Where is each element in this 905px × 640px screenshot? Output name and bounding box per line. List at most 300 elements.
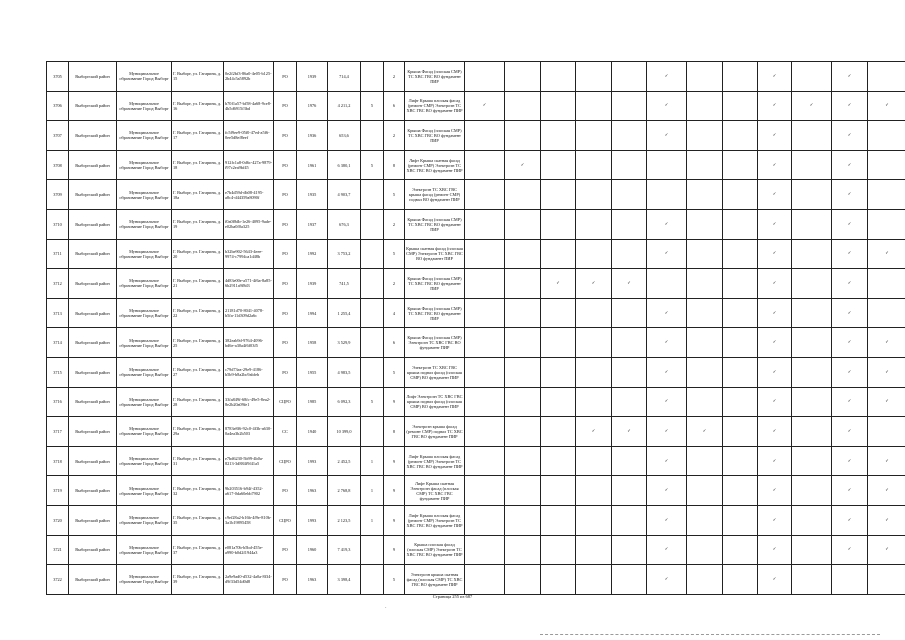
empty-cell	[647, 269, 687, 299]
cell-works: Лифт Крыша плоская фасад (ремонт СМР) Электроэн ТС ХВС ГВС ВО фундамент ПИР	[405, 446, 465, 476]
cell-material: СС	[274, 417, 297, 447]
cell-district: Выборгский район	[69, 357, 117, 387]
check-mark-icon: ✓	[868, 535, 905, 565]
empty-cell	[465, 387, 505, 417]
empty-cell	[612, 387, 647, 417]
cell-entrances: 2	[384, 121, 405, 151]
empty-cell	[723, 387, 758, 417]
empty-cell	[541, 476, 576, 506]
check-mark-icon: ✓	[758, 535, 792, 565]
cell-works: Крыша Фасад (плоская СМР) ТС ХВС ГВС ВО фундамент ПИР	[405, 269, 465, 299]
empty-cell	[541, 62, 576, 92]
empty-cell	[505, 476, 541, 506]
empty-cell	[505, 269, 541, 299]
cell-material: РО	[274, 565, 297, 595]
cell-num: 3716	[47, 387, 69, 417]
cell-entrances: 8	[384, 417, 405, 447]
cell-address: Г. Выборг, ул. Гагарина, д. 37	[172, 535, 224, 565]
cell-year: 1958	[297, 328, 328, 358]
cell-municipality: Муниципальное образование Город Выборг	[117, 91, 172, 121]
check-mark-icon: ✓	[541, 269, 576, 299]
cell-works: Электроэн ТС ХВС ГВС крыша фасад (ремонт СМР) подвал ВО фундамент ПИР	[405, 180, 465, 210]
cell-entrances: 9	[384, 505, 405, 535]
cell-num: 3706	[47, 91, 69, 121]
cell-num: 3717	[47, 417, 69, 447]
cell-district: Выборгский район	[69, 417, 117, 447]
empty-cell	[868, 417, 905, 447]
cell-year: 1993	[297, 446, 328, 476]
cell-entrances: 2	[384, 62, 405, 92]
empty-cell	[576, 328, 612, 358]
table-row	[47, 446, 905, 476]
check-mark-icon: ✓	[758, 269, 792, 299]
cell-floors: 5	[361, 91, 384, 121]
empty-cell	[687, 387, 723, 417]
cell-year: 1935	[297, 180, 328, 210]
check-mark-icon: ✓	[647, 239, 687, 269]
empty-cell	[576, 239, 612, 269]
cell-floors	[361, 298, 384, 328]
empty-cell	[612, 565, 647, 595]
cell-floors: 1	[361, 476, 384, 506]
empty-cell	[505, 209, 541, 239]
empty-cell	[465, 150, 505, 180]
empty-cell	[612, 121, 647, 151]
table-row	[47, 209, 905, 239]
cell-municipality: Муниципальное образование Город Выборг	[117, 535, 172, 565]
cell-works: Лифт Электроэн ТС ХВС ГВС крыша подвал фасад (плоская СМР) ВО фундамент ПИР	[405, 387, 465, 417]
check-mark-icon: ✓	[758, 505, 792, 535]
empty-cell	[505, 180, 541, 210]
cell-works: Крыша Фасад (плоская СМР) ТС ХВС ГВС ВО фундамент ПИР	[405, 121, 465, 151]
check-mark-icon: ✓	[832, 180, 868, 210]
empty-cell	[687, 62, 723, 92]
table-row	[47, 91, 905, 121]
empty-cell	[792, 298, 832, 328]
cell-material: РО	[274, 150, 297, 180]
cell-works: Крыша скатная фасад (плоская СМР) Электроэн ТС ХВС ГВС ВО фундамент ПИР	[405, 239, 465, 269]
empty-cell	[541, 328, 576, 358]
cell-district: Выборгский район	[69, 328, 117, 358]
cell-floors: 5	[361, 387, 384, 417]
check-mark-icon: ✓	[832, 62, 868, 92]
check-mark-icon: ✓	[647, 62, 687, 92]
empty-cell	[612, 328, 647, 358]
cell-floors	[361, 269, 384, 299]
cell-address: Г. Выборг, ул. Гагарина, д. 31	[172, 446, 224, 476]
cell-address: Г. Выборг, ул. Гагарина, д. 29а	[172, 417, 224, 447]
table-row	[47, 476, 905, 506]
stray-mark: ·	[385, 606, 387, 611]
cell-num: 3710	[47, 209, 69, 239]
empty-cell	[612, 298, 647, 328]
empty-cell	[612, 535, 647, 565]
empty-cell	[541, 121, 576, 151]
cell-works: Крыша Фасад (плоская СМР) ТС ХВС ГВС ВО фундамент ПИР	[405, 298, 465, 328]
cell-num: 3708	[47, 150, 69, 180]
empty-cell	[505, 298, 541, 328]
cell-code: c9ef28a2-b16b-4f9e-810b-3a1b19895458	[224, 505, 274, 535]
empty-cell	[576, 209, 612, 239]
cell-year: 1994	[297, 298, 328, 328]
cell-year: 1939	[297, 269, 328, 299]
cell-entrances: 9	[384, 535, 405, 565]
check-mark-icon: ✓	[832, 535, 868, 565]
check-mark-icon: ✓	[868, 91, 905, 121]
empty-cell	[541, 91, 576, 121]
cell-code: 0e2f2bf3-86a0-4e05-b125-2b44c5a5892b	[224, 62, 274, 92]
empty-cell	[792, 180, 832, 210]
cell-code: 912fc1a8-0d6c-427a-9879-f97c2ea9bf45	[224, 150, 274, 180]
empty-cell	[647, 150, 687, 180]
empty-cell	[612, 62, 647, 92]
cell-material: СЦРО	[274, 446, 297, 476]
check-mark-icon: ✓	[647, 298, 687, 328]
cell-code: c79d73ea-29e9-4186-b5b9-b8a2bc9abfeb	[224, 357, 274, 387]
check-mark-icon: ✓	[758, 91, 792, 121]
cell-floors	[361, 121, 384, 151]
cell-district: Выборгский район	[69, 91, 117, 121]
empty-cell	[465, 357, 505, 387]
cell-entrances: 5	[384, 565, 405, 595]
empty-cell	[505, 357, 541, 387]
table-row	[47, 387, 905, 417]
empty-cell	[541, 357, 576, 387]
check-mark-icon: ✓	[758, 328, 792, 358]
cell-district: Выборгский район	[69, 269, 117, 299]
cell-year: 1976	[297, 91, 328, 121]
cell-num: 3709	[47, 180, 69, 210]
empty-cell	[792, 209, 832, 239]
cell-address: Г. Выборг, ул. Гагарина, д. 21	[172, 269, 224, 299]
cell-floors	[361, 417, 384, 447]
empty-cell	[541, 387, 576, 417]
empty-cell	[576, 150, 612, 180]
empty-cell	[576, 446, 612, 476]
empty-cell	[687, 180, 723, 210]
check-mark-icon: ✓	[576, 269, 612, 299]
cell-year: 1961	[297, 150, 328, 180]
empty-cell	[612, 476, 647, 506]
check-mark-icon: ✓	[758, 180, 792, 210]
check-mark-icon: ✓	[687, 417, 723, 447]
empty-cell	[723, 505, 758, 535]
empty-cell	[612, 150, 647, 180]
cell-entrances: 5	[384, 239, 405, 269]
check-mark-icon: ✓	[758, 446, 792, 476]
check-mark-icon: ✓	[647, 328, 687, 358]
register-sheet	[46, 61, 889, 595]
table-row	[47, 535, 905, 565]
cell-works: Электроэн крыша скатная фасад (плоская СМР) ТС ХВС ГВС ВО фундамент ПИР	[405, 565, 465, 595]
cell-works: Лифт Крыша плоская фасад (ремонт СМР) Электроэн ТС ХВС ГВС ВО фундамент ПИР	[405, 91, 465, 121]
empty-cell	[465, 298, 505, 328]
cell-district: Выборгский район	[69, 387, 117, 417]
cell-code: 4d83e00e-a571-4f6a-8a85-6b2911a9f8d3	[224, 269, 274, 299]
cell-material: РО	[274, 209, 297, 239]
cell-entrances: 9	[384, 476, 405, 506]
empty-cell	[465, 476, 505, 506]
empty-cell	[792, 62, 832, 92]
empty-cell	[576, 62, 612, 92]
check-mark-icon: ✓	[868, 239, 905, 269]
cell-num: 3719	[47, 476, 69, 506]
cell-code: b32be902-5643-4eee-9974-c7994ca1d48b	[224, 239, 274, 269]
cell-material: РО	[274, 357, 297, 387]
empty-cell	[505, 535, 541, 565]
empty-cell	[687, 565, 723, 595]
check-mark-icon: ✓	[758, 417, 792, 447]
cell-area: 10 399,0	[328, 417, 361, 447]
check-mark-icon: ✓	[832, 505, 868, 535]
empty-cell	[792, 505, 832, 535]
empty-cell	[723, 269, 758, 299]
cell-material: РО	[274, 91, 297, 121]
cell-area: 4 903,7	[328, 180, 361, 210]
cell-entrances: 9	[384, 446, 405, 476]
empty-cell	[505, 565, 541, 595]
cell-district: Выборгский район	[69, 505, 117, 535]
check-mark-icon: ✓	[832, 121, 868, 151]
empty-cell	[505, 91, 541, 121]
cell-address: Г. Выборг, ул. Гагарина, д. 20	[172, 239, 224, 269]
check-mark-icon: ✓	[832, 476, 868, 506]
cell-year: 1993	[297, 505, 328, 535]
cell-year: 1940	[297, 417, 328, 447]
cell-material: РО	[274, 239, 297, 269]
check-mark-icon: ✓	[868, 357, 905, 387]
cell-material: РО	[274, 62, 297, 92]
cell-municipality: Муниципальное образование Город Выборг	[117, 62, 172, 92]
empty-cell	[576, 476, 612, 506]
empty-cell	[792, 269, 832, 299]
cell-code: 2a9e9ad0-d532-4a0a-8f34-d9f33d54d0d8	[224, 565, 274, 595]
cell-floors	[361, 180, 384, 210]
cell-address: Г. Выборг, ул. Гагарина, д. 25	[172, 328, 224, 358]
cell-year: 1939	[297, 62, 328, 92]
cell-address: Г. Выборг, ул. Гагарина, д. 22	[172, 298, 224, 328]
empty-cell	[612, 357, 647, 387]
cell-district: Выборгский район	[69, 121, 117, 151]
cell-num: 3714	[47, 328, 69, 358]
cell-code: fc5f9ee9-05f0-47ed-a5f6-0ee5d8ef8eef	[224, 121, 274, 151]
empty-cell	[647, 180, 687, 210]
cell-entrances: 5	[384, 357, 405, 387]
cell-municipality: Муниципальное образование Город Выборг	[117, 565, 172, 595]
cell-year: 1937	[297, 209, 328, 239]
check-mark-icon: ✓	[758, 150, 792, 180]
cell-floors: 1	[361, 505, 384, 535]
check-mark-icon: ✓	[868, 446, 905, 476]
empty-cell	[868, 209, 905, 239]
cell-year: 1960	[297, 535, 328, 565]
check-mark-icon: ✓	[647, 417, 687, 447]
empty-cell	[723, 209, 758, 239]
empty-cell	[465, 535, 505, 565]
cell-code: 33fa849f-68fc-49e5-8ea2-8e2b20a09fe1	[224, 387, 274, 417]
cell-floors	[361, 239, 384, 269]
cell-num: 3720	[47, 505, 69, 535]
table-row	[47, 121, 905, 151]
cell-num: 3722	[47, 565, 69, 595]
cell-district: Выборгский район	[69, 565, 117, 595]
cell-works: Крыша Фасад (плоская СМР) Электроэн ТС ХВС ГВС ВО фундамент ПИР	[405, 328, 465, 358]
cell-district: Выборгский район	[69, 476, 117, 506]
cell-material: СЦРО	[274, 505, 297, 535]
cell-num: 3713	[47, 298, 69, 328]
cell-area: 2 768,8	[328, 476, 361, 506]
empty-cell	[465, 121, 505, 151]
table-row	[47, 417, 905, 447]
empty-cell	[792, 239, 832, 269]
cell-code: e081a70b-b5bd-455e-a990-b0d2f1944a3	[224, 535, 274, 565]
empty-cell	[723, 565, 758, 595]
cell-year: 1985	[297, 387, 328, 417]
page-footer: Страница 255 из 687	[432, 594, 473, 599]
cell-area: 3 529,9	[328, 328, 361, 358]
check-mark-icon: ✓	[612, 269, 647, 299]
cell-material: РО	[274, 121, 297, 151]
empty-cell	[541, 505, 576, 535]
cell-works: Лифт Крыша плоская фасад (ремонт СМР) Электроэн ТС ХВС ГВС ВО фундамент ПИР	[405, 505, 465, 535]
cell-area: 6 380,1	[328, 150, 361, 180]
check-mark-icon: ✓	[647, 121, 687, 151]
empty-cell	[505, 62, 541, 92]
cell-municipality: Муниципальное образование Город Выборг	[117, 357, 172, 387]
cell-works: Крыша Фасад (плоская СМР) ТС ХВС ГВС ВО фундамент ПИР	[405, 62, 465, 92]
check-mark-icon: ✓	[868, 328, 905, 358]
cell-code: 8783e8f6-92c0-4f3b-a630-0a4ea3b2b503	[224, 417, 274, 447]
check-mark-icon: ✓	[758, 476, 792, 506]
cell-municipality: Муниципальное образование Город Выборг	[117, 446, 172, 476]
empty-cell	[687, 91, 723, 121]
cell-district: Выборгский район	[69, 535, 117, 565]
cell-entrances: 9	[384, 387, 405, 417]
cell-code: b70f1a57-bf58-4a68-9ce8-4b5d6915f3bd	[224, 91, 274, 121]
check-mark-icon: ✓	[647, 505, 687, 535]
cell-municipality: Муниципальное образование Город Выборг	[117, 387, 172, 417]
check-mark-icon: ✓	[758, 239, 792, 269]
cell-code: 382eab9d-9764-4096-bd6e-a30a4f6f03f5	[224, 328, 274, 358]
cell-area: 2 123,5	[328, 505, 361, 535]
cell-municipality: Муниципальное образование Город Выборг	[117, 209, 172, 239]
empty-cell	[792, 565, 832, 595]
cell-entrances: 2	[384, 269, 405, 299]
empty-cell	[505, 446, 541, 476]
table-row	[47, 269, 905, 299]
cell-material: РО	[274, 298, 297, 328]
check-mark-icon: ✓	[832, 298, 868, 328]
cell-num: 3721	[47, 535, 69, 565]
cell-area: 7 419,3	[328, 535, 361, 565]
cell-entrances: 4	[384, 298, 405, 328]
check-mark-icon: ✓	[758, 565, 792, 595]
check-mark-icon: ✓	[758, 387, 792, 417]
empty-cell	[576, 180, 612, 210]
cell-material: РО	[274, 269, 297, 299]
cell-municipality: Муниципальное образование Город Выборг	[117, 180, 172, 210]
empty-cell	[465, 269, 505, 299]
check-mark-icon: ✓	[832, 91, 868, 121]
empty-cell	[505, 121, 541, 151]
empty-cell	[576, 387, 612, 417]
cell-municipality: Муниципальное образование Город Выборг	[117, 476, 172, 506]
empty-cell	[612, 505, 647, 535]
cell-area: 6 092,3	[328, 387, 361, 417]
empty-cell	[612, 239, 647, 269]
check-mark-icon: ✓	[647, 91, 687, 121]
cell-num: 3707	[47, 121, 69, 151]
table-body	[47, 62, 905, 595]
check-mark-icon: ✓	[758, 209, 792, 239]
empty-cell	[465, 180, 505, 210]
check-mark-icon: ✓	[647, 357, 687, 387]
empty-cell	[505, 387, 541, 417]
empty-cell	[723, 150, 758, 180]
cell-year: 1992	[297, 239, 328, 269]
cell-material: РО	[274, 328, 297, 358]
cell-year: 1963	[297, 565, 328, 595]
check-mark-icon: ✓	[868, 476, 905, 506]
check-mark-icon: ✓	[832, 328, 868, 358]
empty-cell	[868, 150, 905, 180]
cell-works: Крыша Фасад (плоская СМР) ТС ХВС ГВС ВО фундамент ПИР	[405, 209, 465, 239]
empty-cell	[576, 357, 612, 387]
cell-material: РО	[274, 535, 297, 565]
cell-district: Выборгский район	[69, 239, 117, 269]
check-mark-icon: ✓	[505, 150, 541, 180]
cell-works: Лифт Крыша скатная фасад (ремонт СМР) Электроэн ТС ХВС ГВС ВО фундамент ПИР	[405, 150, 465, 180]
cell-address: Г. Выборг, ул. Гагарина, д. 27	[172, 357, 224, 387]
cell-area: 4 983,5	[328, 357, 361, 387]
empty-cell	[576, 91, 612, 121]
empty-cell	[541, 209, 576, 239]
empty-cell	[505, 505, 541, 535]
empty-cell	[687, 535, 723, 565]
cell-floors	[361, 62, 384, 92]
check-mark-icon: ✓	[647, 535, 687, 565]
cell-address: Г. Выборг, ул. Гагарина, д. 16	[172, 91, 224, 121]
cell-municipality: Муниципальное образование Город Выборг	[117, 269, 172, 299]
empty-cell	[576, 298, 612, 328]
empty-cell	[792, 417, 832, 447]
empty-cell	[687, 505, 723, 535]
cell-municipality: Муниципальное образование Город Выборг	[117, 150, 172, 180]
cell-district: Выборгский район	[69, 209, 117, 239]
empty-cell	[465, 328, 505, 358]
empty-cell	[792, 476, 832, 506]
cell-address: Г. Выборг, ул. Гагарина, д. 39	[172, 565, 224, 595]
empty-cell	[576, 505, 612, 535]
cell-area: 3 753,2	[328, 239, 361, 269]
cell-address: Г. Выборг, ул. Гагарина, д. 19	[172, 209, 224, 239]
cell-num: 3718	[47, 446, 69, 476]
cell-area: 714,4	[328, 62, 361, 92]
table-row	[47, 62, 905, 92]
table-row	[47, 239, 905, 269]
empty-cell	[868, 565, 905, 595]
cell-material: РО	[274, 476, 297, 506]
check-mark-icon: ✓	[832, 387, 868, 417]
empty-cell	[792, 357, 832, 387]
cell-code: f0a0f8db-1e26-4095-9ade-e02ba0f0a325	[224, 209, 274, 239]
empty-cell	[465, 239, 505, 269]
empty-cell	[723, 239, 758, 269]
cell-district: Выборгский район	[69, 298, 117, 328]
empty-cell	[723, 535, 758, 565]
empty-cell	[868, 121, 905, 151]
empty-cell	[541, 150, 576, 180]
